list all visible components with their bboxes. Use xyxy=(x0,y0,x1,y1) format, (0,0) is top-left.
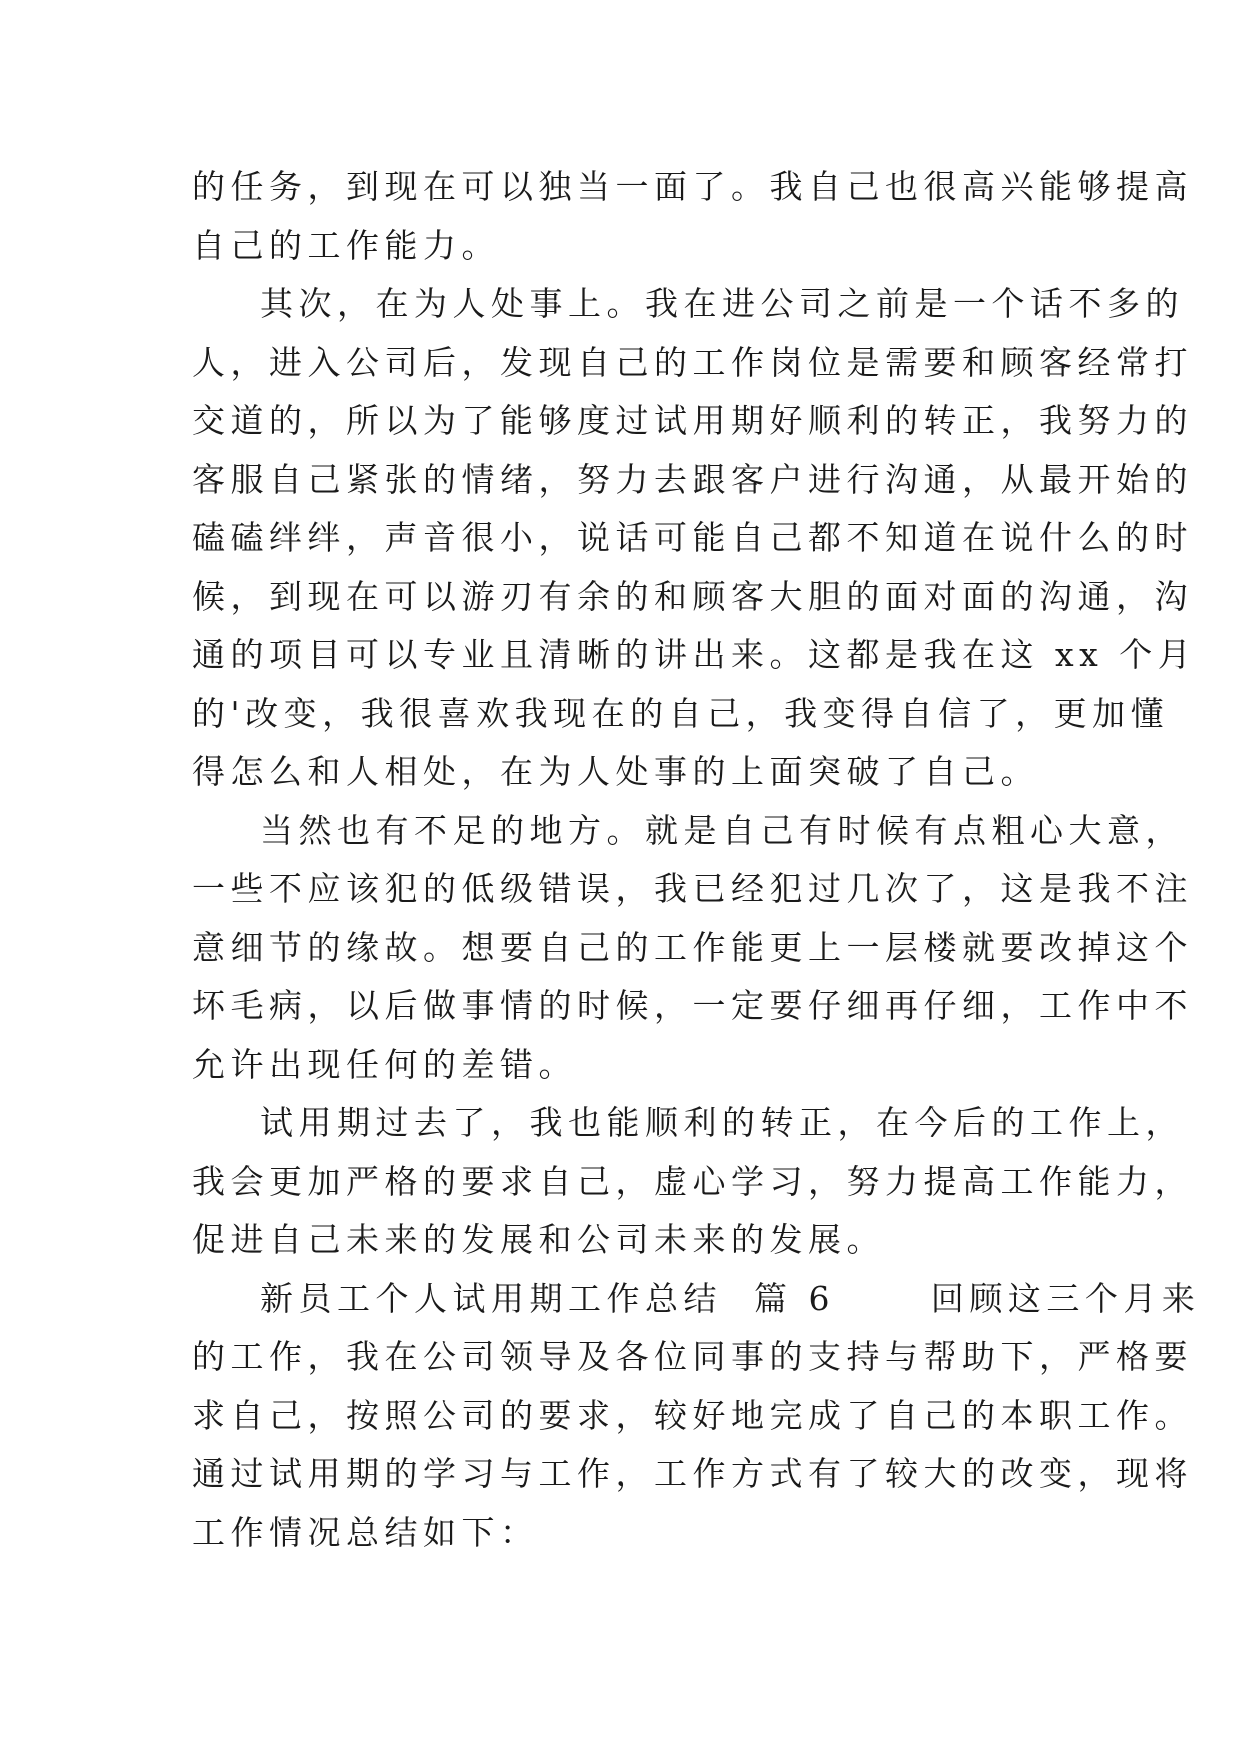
text-line: 磕磕绊绊，声音很小，说话可能自己都不知道在说什么的时 xyxy=(192,518,1193,557)
text-line: 的工作，我在公司领导及各位同事的支持与帮助下，严格要 xyxy=(192,1337,1193,1376)
text-line: 候，到现在可以游刃有余的和顾客大胆的面对面的沟通，沟 xyxy=(192,576,1193,616)
text-line: 求自己，按照公司的要求，较好地完成了自己的本职工作。 xyxy=(192,1395,1193,1435)
text-line: 的任务，到现在可以独当一面了。我自己也很高兴能够提高 xyxy=(192,167,1193,206)
document-body xyxy=(192,158,1201,1562)
text-line: 通的项目可以专业且清晰的讲出来。这都是我在这 xx 个月 xyxy=(192,635,1197,674)
text-line: 客服自己紧张的情绪，努力去跟客户进行沟通，从最开始的 xyxy=(192,459,1193,499)
text-line: 促进自己未来的发展和公司未来的发展。 xyxy=(192,1220,885,1259)
text-line: 得怎么和人相处，在为人处事的上面突破了自己。 xyxy=(192,752,1039,791)
text-line: 自己的工作能力。 xyxy=(192,225,500,265)
paragraph-start-line: 其次，在为人处事上。我在进公司之前是一个话不多的 xyxy=(260,284,1184,323)
text-line: 我会更加严格的要求自己，虚心学习，努力提高工作能力， xyxy=(192,1161,1193,1201)
text-line: 交道的，所以为了能够度过试用期好顺利的转正，我努力的 xyxy=(192,401,1193,440)
text-line: 工作情况总结如下： xyxy=(192,1512,539,1552)
text-line: 的'改变，我很喜欢我现在的自己，我变得自信了，更加懂 xyxy=(192,693,1170,733)
paragraph-start-line: 当然也有不足的地方。就是自己有时候有点粗心大意， xyxy=(260,810,1184,850)
text-line: 通过试用期的学习与工作，工作方式有了较大的改变，现将 xyxy=(192,1454,1193,1493)
text-line: 允许出现任何的差错。 xyxy=(192,1044,577,1084)
paragraph-start-line: 试用期过去了，我也能顺利的转正，在今后的工作上， xyxy=(260,1103,1184,1142)
text-line: 人，进入公司后，发现自己的工作岗位是需要和顾客经常打 xyxy=(192,342,1193,382)
text-line: 坏毛病，以后做事情的时候，一定要仔细再仔细，工作中不 xyxy=(192,986,1193,1025)
text-line: 意细节的缘故。想要自己的工作能更上一层楼就要改掉这个 xyxy=(192,927,1193,967)
section-heading-line: 新员工个人试用期工作总结 篇 6 回顾这三个月来 xyxy=(260,1278,1201,1318)
text-line: 一些不应该犯的低级错误，我已经犯过几次了，这是我不注 xyxy=(192,869,1193,908)
